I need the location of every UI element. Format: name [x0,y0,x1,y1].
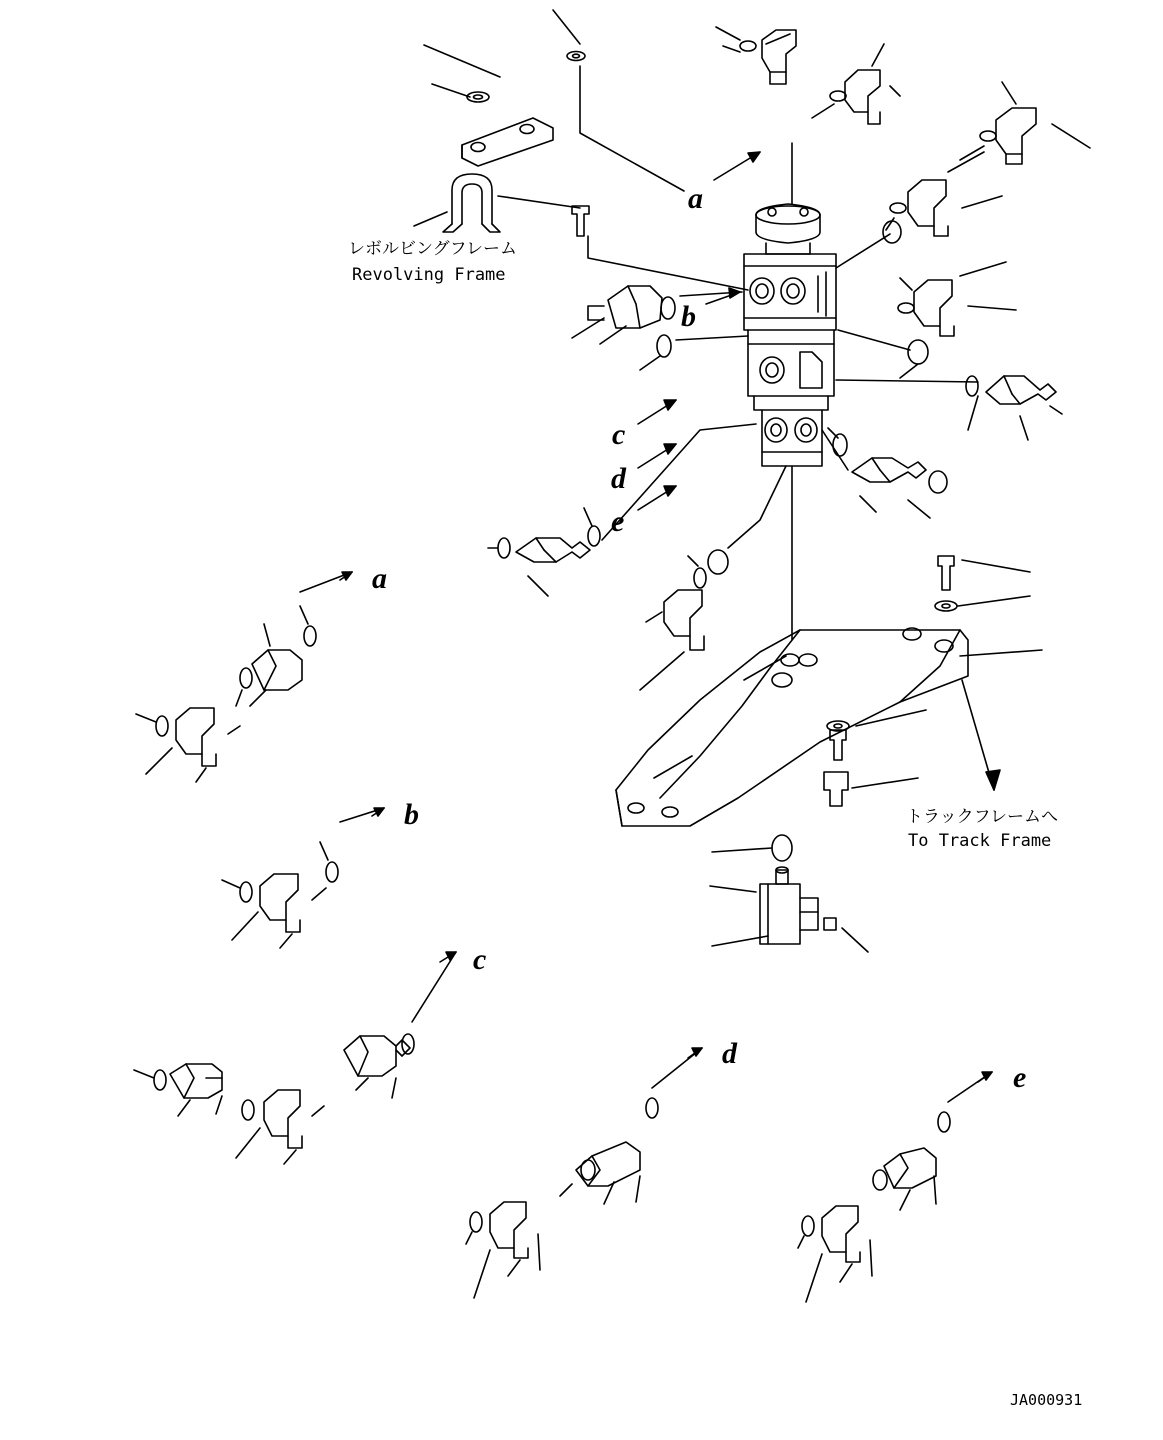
detail-d-parts [466,1048,702,1298]
top-right-fittings [716,27,1090,518]
to-track-frame-label-en: To Track Frame [908,831,1052,851]
swivel-joint-assembly [744,143,836,640]
drawing-number: JA000931 [1010,1391,1083,1409]
callout-e-detail: e [1013,1061,1027,1094]
callout-b-detail: b [404,798,419,831]
callout-d-main: d [611,462,626,495]
callout-b-main: b [681,300,696,333]
callout-a-detail: a [372,562,387,595]
detail-c-parts [134,952,456,1164]
support-bracket [616,556,1042,826]
revolving-frame-label-en: Revolving Frame [352,265,506,285]
callout-d-detail: d [722,1037,737,1070]
detail-e-parts [798,1072,992,1302]
detail-a-parts [136,572,352,782]
callout-c-detail: c [473,943,487,976]
revolving-frame-label-jp: レボルビングフレーム [348,239,517,259]
callout-e-main: e [611,505,625,538]
to-track-frame-label-jp: トラックフレームへ [906,807,1058,827]
lower-center-fittings [640,466,868,952]
detail-b-parts [222,808,384,948]
callout-c-main: c [612,418,626,451]
callout-a-main: a [688,182,703,215]
